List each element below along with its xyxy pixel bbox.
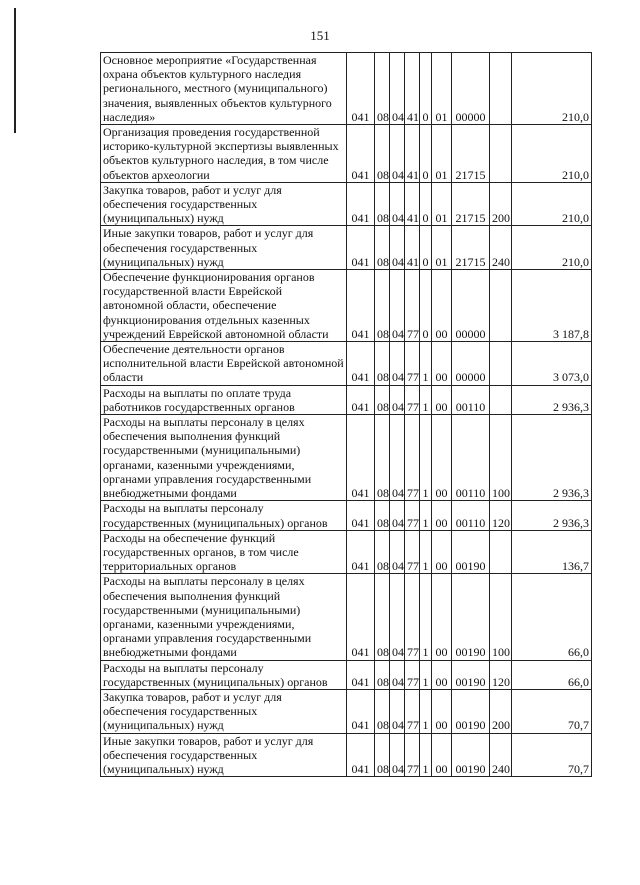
col-pr: 04	[390, 530, 405, 574]
col-rz: 08	[375, 342, 390, 386]
table-row	[101, 689, 592, 733]
col-rz: 08	[375, 182, 390, 226]
col-event: 01	[432, 53, 452, 125]
col-program: 41	[405, 53, 420, 125]
col-subprogram: 1	[420, 689, 432, 733]
col-expense-type	[490, 530, 512, 574]
col-event: 01	[432, 125, 452, 183]
col-program: 41	[405, 125, 420, 183]
col-program: 41	[405, 226, 420, 270]
row-name-text: Иные закупки товаров, работ и услуг для обеспечения государственных (муниципальных) нужд	[103, 733, 314, 776]
table-row	[101, 385, 592, 414]
col-gr: 041	[347, 501, 375, 530]
col-amount: 210,0	[512, 226, 592, 270]
cell-name	[101, 689, 347, 733]
col-direction: 00000	[452, 342, 490, 386]
col-subprogram: 1	[420, 501, 432, 530]
col-amount: 70,7	[512, 689, 592, 733]
cell-name	[101, 182, 347, 226]
col-pr: 04	[390, 226, 405, 270]
col-gr: 041	[347, 270, 375, 342]
col-expense-type	[490, 385, 512, 414]
col-rz: 08	[375, 53, 390, 125]
col-gr: 041	[347, 53, 375, 125]
table-row	[101, 182, 592, 226]
col-direction: 00190	[452, 733, 490, 777]
col-amount: 3 187,8	[512, 270, 592, 342]
col-program: 77	[405, 733, 420, 777]
cell-name	[101, 501, 347, 530]
col-amount: 70,7	[512, 733, 592, 777]
row-name-text: Закупка товаров, работ и услуг для обеспечения государственных (муниципальных) нужд	[103, 689, 282, 733]
cell-name	[101, 53, 347, 125]
col-program: 77	[405, 342, 420, 386]
col-rz: 08	[375, 125, 390, 183]
col-pr: 04	[390, 182, 405, 226]
table-row	[101, 530, 592, 574]
col-expense-type	[490, 53, 512, 125]
table-row	[101, 342, 592, 386]
col-event: 01	[432, 226, 452, 270]
col-expense-type	[490, 270, 512, 342]
col-expense-type: 200	[490, 689, 512, 733]
table-row	[101, 574, 592, 660]
col-subprogram: 0	[420, 270, 432, 342]
col-expense-type: 240	[490, 733, 512, 777]
col-gr: 041	[347, 125, 375, 183]
col-program: 77	[405, 530, 420, 574]
col-event: 00	[432, 415, 452, 501]
col-direction: 00110	[452, 385, 490, 414]
col-subprogram: 1	[420, 530, 432, 574]
col-event: 00	[432, 501, 452, 530]
col-amount: 66,0	[512, 660, 592, 689]
cell-name	[101, 530, 347, 574]
col-event: 00	[432, 574, 452, 660]
col-event: 00	[432, 385, 452, 414]
col-expense-type	[490, 342, 512, 386]
col-expense-type: 120	[490, 501, 512, 530]
col-program: 77	[405, 385, 420, 414]
col-direction: 00000	[452, 270, 490, 342]
col-direction: 21715	[452, 226, 490, 270]
col-rz: 08	[375, 501, 390, 530]
row-name-text: Расходы на выплаты персоналу в целях обеспечения выполнения функций государственными (муниципальными) органами, казенными учреждениями, органами управления государственными внебюджетными фондами	[103, 574, 312, 660]
col-expense-type: 100	[490, 415, 512, 501]
table-row	[101, 125, 592, 183]
col-pr: 04	[390, 733, 405, 777]
col-subprogram: 0	[420, 182, 432, 226]
table-row	[101, 733, 592, 777]
col-rz: 08	[375, 689, 390, 733]
col-rz: 08	[375, 385, 390, 414]
col-rz: 08	[375, 415, 390, 501]
col-gr: 041	[347, 530, 375, 574]
col-program: 41	[405, 182, 420, 226]
col-event: 00	[432, 733, 452, 777]
col-pr: 04	[390, 270, 405, 342]
row-name-text: Расходы на обеспечение функций государственных органов, в том числе территориальных органов	[103, 530, 299, 574]
col-program: 77	[405, 574, 420, 660]
row-name-text: Иные закупки товаров, работ и услуг для обеспечения государственных (муниципальных) нужд	[103, 226, 314, 269]
col-gr: 041	[347, 574, 375, 660]
col-expense-type: 120	[490, 660, 512, 689]
col-rz: 08	[375, 226, 390, 270]
col-amount: 210,0	[512, 182, 592, 226]
cell-name	[101, 733, 347, 777]
row-name-text: Организация проведения государственной историко-культурной экспертизы выявленных объектов культурного наследия, в том числе объектов археологии	[103, 125, 339, 182]
table-row	[101, 660, 592, 689]
col-pr: 04	[390, 342, 405, 386]
col-rz: 08	[375, 733, 390, 777]
col-gr: 041	[347, 385, 375, 414]
cell-name	[101, 342, 347, 386]
col-rz: 08	[375, 530, 390, 574]
col-program: 77	[405, 501, 420, 530]
col-subprogram: 1	[420, 385, 432, 414]
col-direction: 00190	[452, 574, 490, 660]
col-subprogram: 1	[420, 342, 432, 386]
col-subprogram: 0	[420, 53, 432, 125]
col-direction: 00110	[452, 415, 490, 501]
col-expense-type: 200	[490, 182, 512, 226]
col-program: 77	[405, 415, 420, 501]
col-pr: 04	[390, 689, 405, 733]
col-event: 00	[432, 660, 452, 689]
cell-name	[101, 415, 347, 501]
page-number: 151	[310, 28, 330, 43]
col-program: 77	[405, 270, 420, 342]
col-rz: 08	[375, 270, 390, 342]
col-event: 00	[432, 689, 452, 733]
table-row	[101, 501, 592, 530]
col-direction: 00190	[452, 689, 490, 733]
col-gr: 041	[347, 226, 375, 270]
col-expense-type: 240	[490, 226, 512, 270]
col-direction: 21715	[452, 182, 490, 226]
col-gr: 041	[347, 689, 375, 733]
col-gr: 041	[347, 415, 375, 501]
budget-table-body	[101, 53, 592, 777]
col-pr: 04	[390, 501, 405, 530]
row-name-text: Закупка товаров, работ и услуг для обеспечения государственных (муниципальных) нужд	[103, 182, 282, 226]
col-amount: 2 936,3	[512, 501, 592, 530]
cell-name	[101, 226, 347, 270]
cell-name	[101, 270, 347, 342]
col-amount: 2 936,3	[512, 385, 592, 414]
col-program: 77	[405, 689, 420, 733]
col-event: 01	[432, 182, 452, 226]
row-name-text: Обеспечение деятельности органов исполнительной власти Еврейской автономной области	[103, 342, 344, 385]
budget-table	[100, 52, 592, 777]
col-subprogram: 0	[420, 226, 432, 270]
col-event: 00	[432, 530, 452, 574]
col-amount: 136,7	[512, 530, 592, 574]
col-rz: 08	[375, 660, 390, 689]
col-subprogram: 1	[420, 415, 432, 501]
col-program: 77	[405, 660, 420, 689]
row-name-text: Расходы на выплаты персоналу государственных (муниципальных) органов	[103, 501, 328, 530]
table-row	[101, 53, 592, 125]
col-amount: 3 073,0	[512, 342, 592, 386]
row-name-text: Расходы на выплаты персоналу государственных (муниципальных) органов	[103, 660, 328, 689]
cell-name	[101, 660, 347, 689]
col-amount: 210,0	[512, 53, 592, 125]
col-amount: 66,0	[512, 574, 592, 660]
col-direction: 00000	[452, 53, 490, 125]
col-direction: 00110	[452, 501, 490, 530]
col-event: 00	[432, 270, 452, 342]
col-pr: 04	[390, 415, 405, 501]
col-subprogram: 1	[420, 574, 432, 660]
col-pr: 04	[390, 53, 405, 125]
col-pr: 04	[390, 385, 405, 414]
row-name-text: Основное мероприятие «Государственная охрана объектов культурного наследия регионального, местного (муниципального) значения, выявленных объектов культурного наследия»	[103, 53, 332, 124]
col-pr: 04	[390, 574, 405, 660]
binding-margin-line	[14, 8, 16, 133]
col-direction: 21715	[452, 125, 490, 183]
col-amount: 210,0	[512, 125, 592, 183]
col-event: 00	[432, 342, 452, 386]
col-gr: 041	[347, 182, 375, 226]
col-gr: 041	[347, 733, 375, 777]
row-name-text: Расходы на выплаты персоналу в целях обеспечения выполнения функций государственными (муниципальными) органами, казенными учреждениями, органами управления государственными внебюджетными фондами	[103, 415, 312, 501]
col-pr: 04	[390, 125, 405, 183]
col-expense-type: 100	[490, 574, 512, 660]
col-subprogram: 1	[420, 660, 432, 689]
table-row	[101, 270, 592, 342]
col-expense-type	[490, 125, 512, 183]
col-direction: 00190	[452, 660, 490, 689]
col-gr: 041	[347, 342, 375, 386]
row-name-text: Расходы на выплаты по оплате труда работников государственных органов	[103, 385, 295, 414]
col-pr: 04	[390, 660, 405, 689]
row-name-text: Обеспечение функционирования органов государственной власти Еврейской автономной области, обеспечение функционирования отдельных казенных учреждений Еврейской автономной области	[103, 270, 329, 341]
col-rz: 08	[375, 574, 390, 660]
col-amount: 2 936,3	[512, 415, 592, 501]
table-row	[101, 226, 592, 270]
col-gr: 041	[347, 660, 375, 689]
cell-name	[101, 385, 347, 414]
col-subprogram: 1	[420, 733, 432, 777]
col-direction: 00190	[452, 530, 490, 574]
col-subprogram: 0	[420, 125, 432, 183]
table-row	[101, 415, 592, 501]
cell-name	[101, 125, 347, 183]
cell-name	[101, 574, 347, 660]
